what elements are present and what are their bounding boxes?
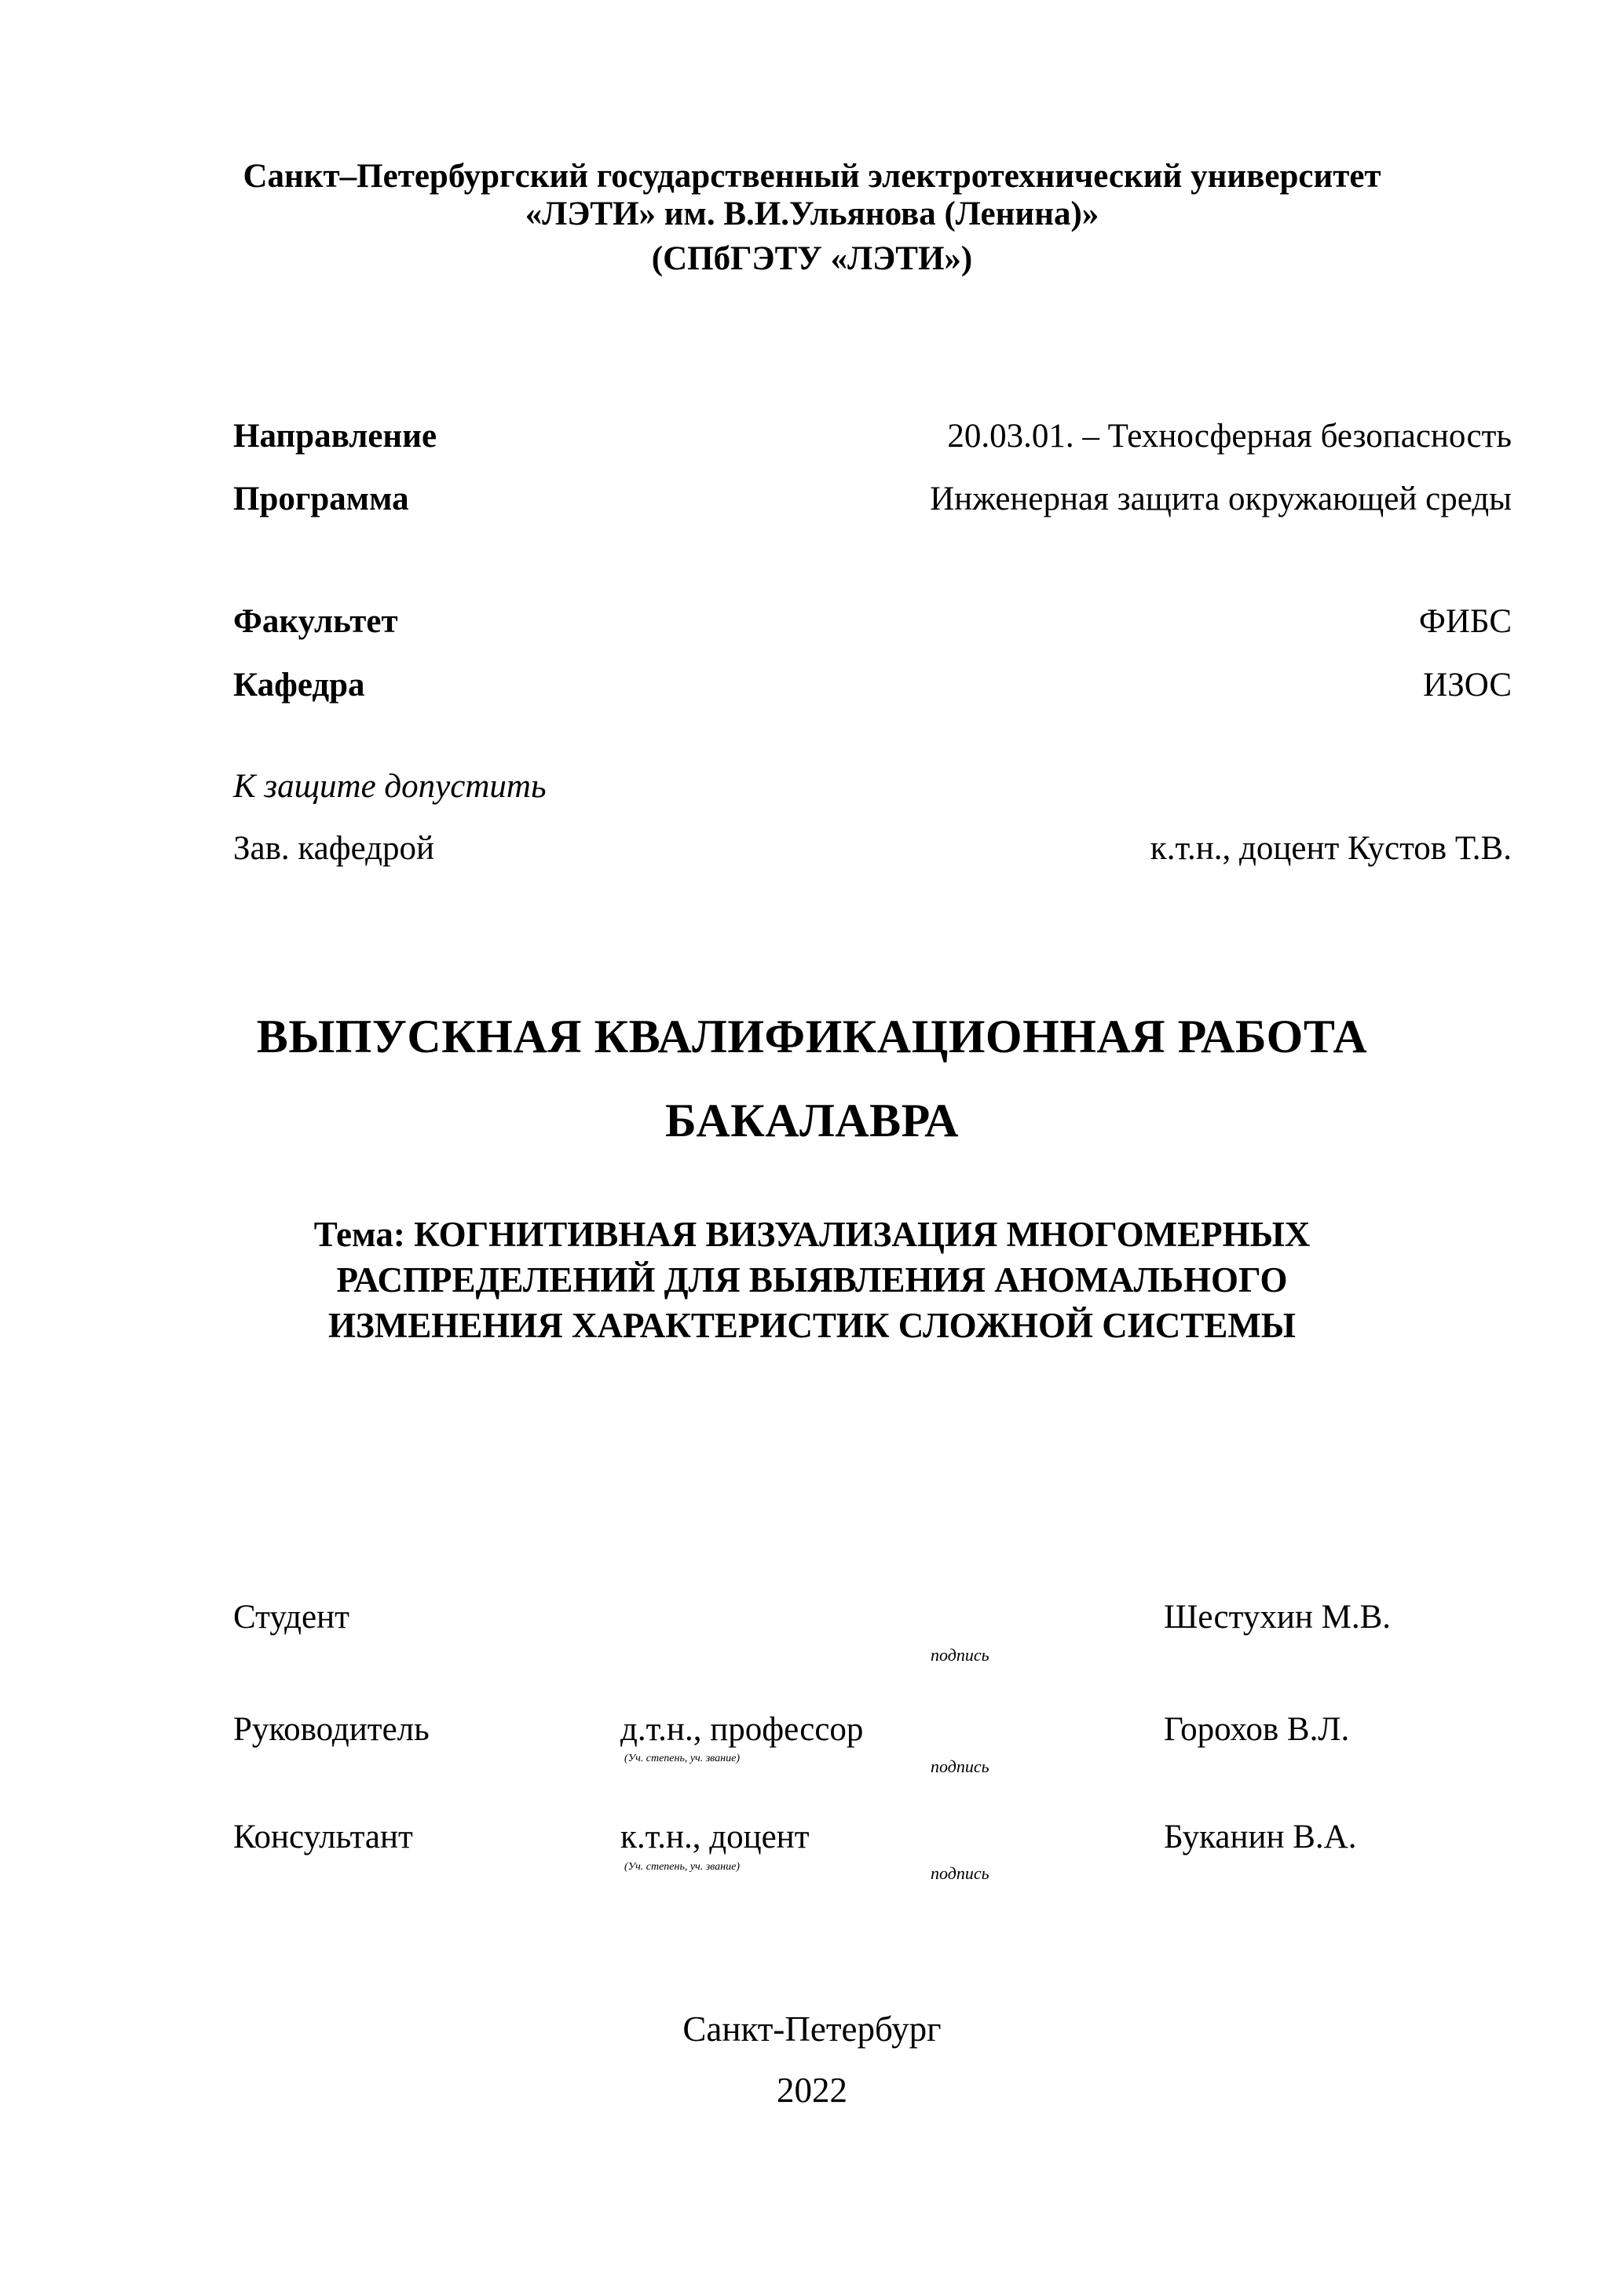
- consultant-name: Буканин В.А.: [1164, 1819, 1357, 1855]
- topic-line1: Тема: КОГНИТИВНАЯ ВИЗУАЛИЗАЦИЯ МНОГОМЕРНЫХ: [313, 1215, 1311, 1254]
- direction-value: 20.03.01. – Техносферная безопасность: [947, 418, 1512, 455]
- program-value: Инженерная защита окружающей среды: [930, 481, 1512, 517]
- thesis-title-line2: БАКАЛАВРА: [665, 1095, 959, 1146]
- direction-label: Направление: [233, 418, 437, 455]
- supervisor-name: Горохов В.Л.: [1164, 1711, 1350, 1748]
- consultant-signature-hint: подпись: [931, 1863, 989, 1883]
- topic-line3: ИЗМЕНЕНИЯ ХАРАКТЕРИСТИК СЛОЖНОЙ СИСТЕМЫ: [327, 1306, 1296, 1345]
- department-label: Кафедра: [233, 667, 365, 704]
- faculty-value: ФИБС: [1418, 603, 1512, 640]
- student-role: Студент: [233, 1599, 349, 1636]
- head-of-department-value: к.т.н., доцент Кустов Т.В.: [1150, 830, 1512, 867]
- topic-line2: РАСПРЕДЕЛЕНИЙ ДЛЯ ВЫЯВЛЕНИЯ АНОМАЛЬНОГО: [336, 1260, 1288, 1300]
- faculty-label: Факультет: [233, 603, 398, 640]
- university-name-line2: «ЛЭТИ» им. В.И.Ульянова (Ленина)»: [525, 196, 1099, 232]
- consultant-degree-hint: (Уч. степень, уч. звание): [624, 1861, 740, 1873]
- consultant-role: Консультант: [233, 1819, 413, 1855]
- thesis-title-line1: ВЫПУСКНАЯ КВАЛИФИКАЦИОННАЯ РАБОТА: [256, 1011, 1368, 1062]
- university-name-line1: Санкт–Петербургский государственный электротехнический университет: [243, 158, 1381, 195]
- year: 2022: [777, 2071, 847, 2110]
- department-value: ИЗОС: [1423, 667, 1512, 704]
- admit-text: К защите допустить: [233, 768, 547, 805]
- supervisor-degree-hint: (Уч. степень, уч. звание): [624, 1753, 740, 1764]
- student-signature-hint: подпись: [931, 1645, 989, 1665]
- supervisor-signature-hint: подпись: [931, 1757, 989, 1776]
- city: Санкт-Петербург: [682, 2009, 942, 2049]
- head-of-department-label: Зав. кафедрой: [233, 830, 435, 867]
- student-name: Шестухин М.В.: [1164, 1599, 1392, 1636]
- consultant-degree: к.т.н., доцент: [620, 1819, 810, 1855]
- university-abbreviation: (СПбГЭТУ «ЛЭТИ»): [651, 240, 973, 277]
- program-label: Программа: [233, 481, 409, 517]
- supervisor-degree: д.т.н., профессор: [620, 1711, 864, 1748]
- supervisor-role: Руководитель: [233, 1711, 430, 1748]
